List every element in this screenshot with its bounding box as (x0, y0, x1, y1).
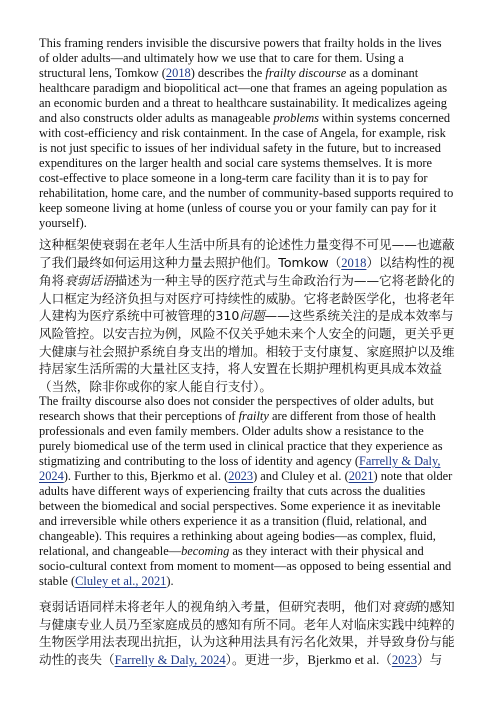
citation-link-cluley-2021[interactable]: 2021 (348, 469, 374, 483)
text-line: and irreversible while others experience it as a transition (fluid, relational, and (39, 514, 427, 528)
text-line (39, 307, 463, 325)
text-segment: 角将 (39, 273, 65, 289)
text-segment: 了我们最终如何运用这种力量去照护他们。Tomkow（ (39, 254, 342, 270)
text-line: expenditures on the larger health and social care systems themselves. It is more (39, 156, 433, 170)
paragraph-chinese-1 (39, 236, 463, 395)
text-line: healthcare paradigm and biopolitical act—one that frames an ageing population as (39, 81, 448, 95)
text-line (39, 409, 463, 424)
paragraph-english-2 (39, 394, 463, 589)
text-segment: ). (166, 574, 174, 588)
italic-term: frailty (238, 409, 269, 423)
text-line: an economic burden and a threat to healthcare sustainability. It medicalizes ageing (39, 96, 447, 110)
text-line: with cost-efficiency and risk containment. In the case of Angela, for example, risk (39, 126, 446, 140)
citation-link-farrelly-daly-2024[interactable]: 2024 (39, 469, 64, 483)
citation-link-tomkow-2018[interactable]: 2018 (165, 66, 191, 80)
text-segment: as they interact with their physical and (229, 544, 424, 558)
text-line: cost-effective to place someone in a long-term care facility than it is to pay for (39, 171, 428, 185)
text-segment: 人建构为医疗系统中可被管理的310 (39, 308, 240, 324)
text-line: 持居家生活所需的大量社区支持，将人安置在长期护理机构更具成本效益 (39, 361, 442, 377)
citation-link-cluley-2021[interactable]: Cluley et al., 2021 (75, 574, 167, 588)
text-line: of older adults—and ultimately how we use that to care for them. Using a (39, 51, 404, 65)
citation-link-farrelly-daly-2024[interactable]: Farrelly & Daly, 2024 (114, 652, 226, 667)
text-line: 风险管控。以安吉拉为例，风险不仅关乎她未来个人安全的问题，更关乎更 (39, 325, 455, 341)
text-line: purely biomedical use of the term used in clinical practice that they experience as (39, 439, 443, 453)
text-line: between the biomedical and social perspectives. Some experience it as inevitable (39, 499, 441, 513)
text-line: 大健康与社会照护系统自身支出的增加。相较于支付康复、家庭照护以及维 (39, 343, 455, 359)
text-line: 与健康专业人员乃至家庭成员的感知有所不同。老年人对临床实践中纯粹的 (39, 616, 455, 632)
text-line: 人口框定为经济负担与对医疗可持续性的威胁。它将老龄医学化，也将老年 (39, 290, 455, 306)
italic-term: 衰弱 (391, 599, 417, 614)
italic-term: 问题 (239, 308, 265, 324)
citation-link-tomkow-2018[interactable]: 2018 (341, 255, 367, 270)
text-line: （当然，除非你或你的家人能自行支付）。 (39, 378, 272, 394)
text-segment: are different from those of health (268, 409, 436, 423)
citation-link-farrelly-daly-2024[interactable]: Farrelly & Daly, (359, 454, 441, 468)
text-line: professionals and even family members. Older adults show a resistance to the (39, 424, 424, 438)
text-segment: as a dominant (346, 66, 419, 80)
text-segment: ）。更进一步，Bjerkmo et al.（ (225, 652, 392, 667)
text-segment: 的感知 (416, 599, 455, 614)
italic-term: problems (273, 111, 319, 125)
text-segment: stigmatizing and contributing to the loss of identity and agency ( (39, 454, 360, 468)
italic-term: becoming (181, 544, 230, 558)
text-line: rehabilitation, home care, and the number of community-based supports required to (39, 186, 454, 200)
text-line: 这种框架使衰弱在老年人生活中所具有的论述性力量变得不可见——也遮蔽 (39, 237, 455, 252)
text-line: keep someone living at home (unless of course you or your family can pay for it (39, 201, 437, 215)
text-segment: 动性的丧失（ (39, 651, 115, 667)
text-segment: within systems concerned (319, 111, 451, 125)
text-segment: research shows that their perceptions of (39, 409, 239, 423)
text-segment: structural lens, Tomkow ( (39, 66, 166, 80)
text-line: changeable). This requires a rethinking about ageing bodies—as complex, fluid, (39, 529, 436, 543)
italic-term: 衰弱话语 (64, 273, 115, 289)
text-segment: ). Further to this, Bjerkmo et al. ( (63, 469, 229, 483)
text-line: This framing renders invisible the discursive powers that frailty holds in the lives (39, 36, 442, 50)
text-line (39, 454, 463, 469)
paragraph-chinese-2 (39, 598, 463, 669)
text-line (39, 651, 463, 670)
text-segment: 描述为一种主导的医疗范式与生命政治行为——它将老龄化的 (114, 273, 455, 289)
text-line: 生物医学用法表现出抗拒，认为这种用法具有污名化效果，并导致身份与能 (39, 634, 455, 650)
text-segment: and also constructs older adults as manageable (39, 111, 274, 125)
text-segment: relational, and changeable— (39, 544, 182, 558)
text-line: The frailty discourse also does not consider the perspectives of older adults, but (39, 394, 434, 408)
text-segment: ）与 (417, 651, 443, 667)
text-segment: ——这些系统关注的是成本效率与 (264, 308, 454, 324)
text-line (39, 469, 463, 484)
text-line (39, 544, 463, 559)
text-line: adults have different ways of experiencing frailty that cuts across the dualities (39, 484, 426, 498)
citation-link-bjerkmo-2023[interactable]: 2023 (228, 469, 254, 483)
italic-term: frailty discourse (265, 66, 347, 80)
text-line (39, 598, 463, 616)
text-line (39, 254, 463, 273)
text-segment: ) note that older (373, 469, 453, 483)
text-segment: ) describes the (190, 66, 266, 80)
text-segment: 衰弱话语同样未将老年人的视角纳入考量，但研究表明，他们对 (39, 599, 392, 614)
text-line (39, 111, 463, 126)
text-line: socio-cultural context from moment to moment—as opposed to being essential and (39, 559, 452, 573)
citation-link-bjerkmo-2023[interactable]: 2023 (391, 652, 418, 667)
text-segment: stable ( (39, 574, 76, 588)
text-segment: ) and Cluley et al. ( (253, 469, 349, 483)
text-line (39, 574, 463, 589)
paragraph-english-1 (39, 36, 463, 231)
text-line: yourself). (39, 216, 87, 230)
text-segment: ）以结构性的视 (366, 254, 455, 270)
text-line (39, 272, 463, 290)
text-line: is not just specific to issues of her individual safety in the future, but to increased (39, 141, 441, 155)
text-line (39, 66, 463, 81)
